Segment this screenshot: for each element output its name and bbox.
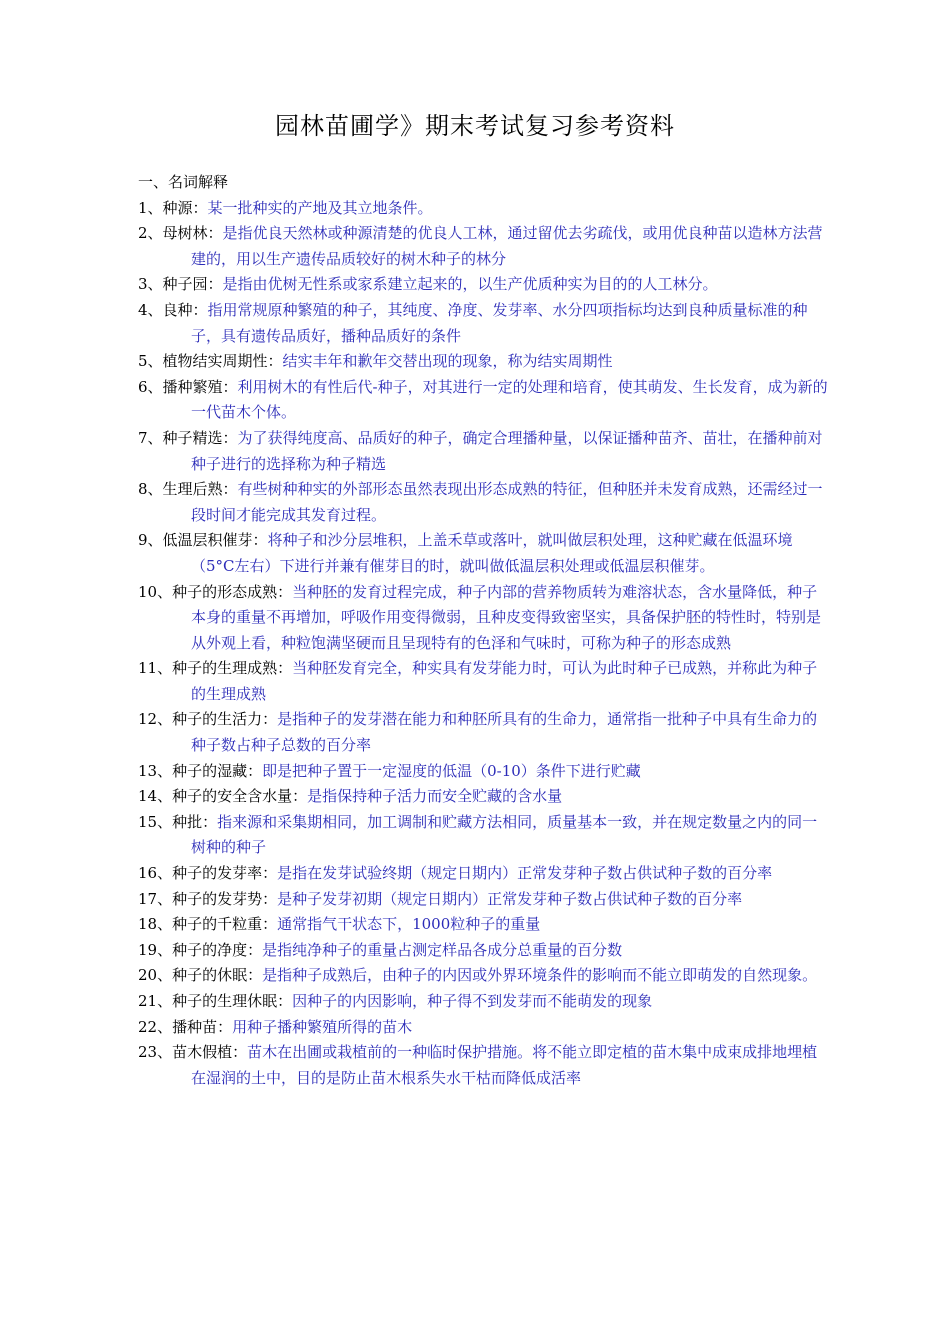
term-definition: 将种子和沙分层堆积，上盖禾草或落叶，就叫做层积处理，这种贮藏在低温环境（5°C左右）下进行并兼有催芽目的时，就叫做低温层积处理或低温层积催芽。	[191, 531, 793, 575]
term-label: 8、生理后熟：	[138, 480, 238, 499]
term-label: 23、苗木假植：	[138, 1043, 248, 1062]
term-definition: 是种子发芽初期（规定日期内）正常发芽种子数占供试种子数的百分率	[277, 889, 743, 908]
term-item	[138, 861, 828, 887]
term-item	[138, 938, 828, 964]
term-definition: 是指保持种子活力而安全贮藏的含水量	[307, 787, 563, 806]
term-item	[138, 989, 828, 1015]
term-item	[138, 298, 828, 349]
term-item	[138, 375, 828, 426]
term-label: 5、植物结实周期性：	[138, 352, 283, 371]
term-label: 7、种子精选：	[138, 428, 238, 447]
term-definition: 是指优良天然林或种源清楚的优良人工林，通过留优去劣疏伐，或用优良种苗以造林方法营建的，用以生产遗传品质较好的树木种子的林分	[191, 224, 823, 268]
term-definition: 指用常规原种繁殖的种子，其纯度、净度、发芽率、水分四项指标均达到良种质量标准的种子，具有遗传品质好，播种品质好的条件	[191, 300, 808, 345]
term-definition: 当种胚的发育过程完成，种子内部的营养物质转为难溶状态，含水量降低，种子本身的重量不再增加，呼吸作用变得微弱，且种皮变得致密坚实，具备保护胚的特性时，特别是从外观上看，种粒饱满坚硬而且呈现特有的色泽和气味时，可称为种子的形态成熟	[191, 582, 822, 652]
term-item	[138, 963, 828, 989]
term-label: 10、种子的形态成熟：	[138, 582, 293, 601]
term-definition: 用种子播种繁殖所得的苗木	[232, 1017, 413, 1036]
term-definition: 当种胚发育完全，种实具有发芽能力时，可认为此时种子已成熟，并称此为种子的生理成熟	[191, 659, 818, 703]
term-label: 4、良种：	[138, 300, 208, 319]
term-item	[138, 707, 828, 758]
term-item	[138, 272, 828, 298]
term-label: 22、播种苗：	[138, 1017, 233, 1036]
term-definition: 某一批种实的产地及其立地条件。	[207, 198, 433, 217]
term-label: 17、种子的发芽势：	[138, 889, 278, 908]
term-definition: 是指种子的发芽潜在能力和种胚所具有的生命力，通常指一批种子中具有生命力的种子数占种子总数的百分率	[191, 710, 818, 755]
term-item	[138, 810, 828, 861]
term-item	[138, 656, 828, 707]
term-definition: 是指种子成熟后，由种子的内因或外界环境条件的影响而不能立即萌发的自然现象。	[262, 966, 818, 985]
term-label: 14、种子的安全含水量：	[138, 787, 308, 806]
term-item	[138, 580, 828, 657]
term-list	[138, 196, 828, 1092]
term-definition: 为了获得纯度高、品质好的种子，确定合理播种量，以保证播种苗齐、苗壮，在播种前对种子进行的选择称为种子精选	[191, 428, 823, 473]
term-label: 21、种子的生理休眠：	[138, 992, 293, 1010]
term-label: 19、种子的净度：	[138, 940, 263, 959]
term-label: 15、种批：	[138, 812, 218, 831]
term-item	[138, 1015, 828, 1041]
term-label: 20、种子的休眠：	[138, 966, 263, 985]
term-item	[138, 887, 828, 913]
term-definition: 利用树木的有性后代-种子，对其进行一定的处理和培育，使其萌发、生长发育，成为新的一代苗木个体。	[191, 377, 828, 422]
term-definition: 苗木在出圃或栽植前的一种临时保护措施。将不能立即定植的苗木集中成束成排地埋植在湿润的土中，目的是防止苗木根系失水干枯而降低成活率	[191, 1043, 818, 1087]
term-label: 13、种子的湿藏：	[138, 761, 263, 780]
term-label: 11、种子的生理成熟：	[138, 659, 293, 678]
term-item	[138, 912, 828, 938]
term-definition: 是指由优树无性系或家系建立起来的，以生产优质种实为目的的人工林分。	[222, 275, 718, 294]
term-label: 12、种子的生活力：	[138, 710, 278, 729]
term-label: 18、种子的千粒重：	[138, 915, 278, 934]
term-label: 3、种子园：	[138, 275, 223, 294]
term-item	[138, 349, 828, 375]
term-label: 16、种子的发芽率：	[138, 864, 278, 883]
document-body	[138, 170, 828, 1091]
term-item	[138, 784, 828, 810]
term-label: 6、播种繁殖：	[138, 377, 238, 396]
term-item	[138, 1040, 828, 1091]
term-item	[138, 477, 828, 528]
term-item	[138, 196, 828, 222]
term-definition: 是指纯净种子的重量占测定样品各成分总重量的百分数	[262, 940, 623, 959]
term-definition: 即是把种子置于一定湿度的低温（0-10）条件下进行贮藏	[262, 761, 641, 780]
term-definition: 指来源和采集期相同，加工调制和贮藏方法相同，质量基本一致，并在规定数量之内的同一树种的种子	[191, 812, 818, 857]
term-item	[138, 528, 828, 579]
term-label: 9、低温层积催芽：	[138, 531, 268, 550]
section-heading: 一、名词解释	[138, 173, 229, 191]
term-item	[138, 221, 828, 272]
term-label: 2、母树林：	[138, 224, 223, 243]
term-definition: 结实丰年和歉年交替出现的现象，称为结实周期性	[282, 352, 613, 371]
term-definition: 通常指气干状态下，1000粒种子的重量	[277, 915, 541, 934]
term-definition: 是指在发芽试验终期（规定日期内）正常发芽种子数占供试种子数的百分率	[277, 864, 773, 883]
term-item	[138, 759, 828, 785]
term-label: 1、种源：	[138, 198, 208, 217]
term-item	[138, 426, 828, 477]
term-definition: 因种子的内因影响，种子得不到发芽而不能萌发的现象	[292, 992, 653, 1010]
term-definition: 有些树种种实的外部形态虽然表现出形态成熟的特征，但种胚并未发育成熟，还需经过一段时间才能完成其发育过程。	[191, 480, 823, 524]
document-title: 园林苗圃学》期末考试复习参考资料	[275, 112, 675, 140]
